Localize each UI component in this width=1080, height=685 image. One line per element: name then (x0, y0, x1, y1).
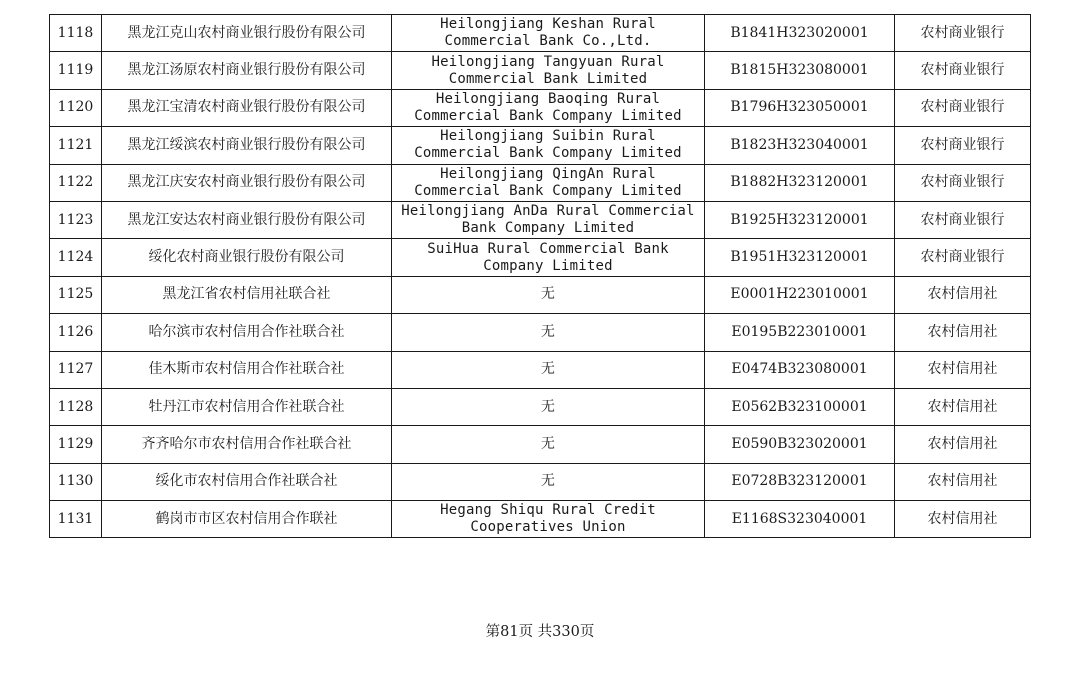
institution-code: E0728B323120001 (705, 463, 895, 500)
institution-code: B1815H323080001 (705, 52, 895, 89)
table-body (50, 15, 1031, 538)
table-row (50, 463, 1031, 500)
table-row (50, 89, 1031, 126)
chinese-name: 黑龙江庆安农村商业银行股份有限公司 (102, 164, 392, 201)
chinese-name: 黑龙江安达农村商业银行股份有限公司 (102, 201, 392, 238)
institution-code: E0195B223010001 (705, 314, 895, 351)
chinese-name: 哈尔滨市农村信用合作社联合社 (102, 314, 392, 351)
row-number: 1124 (50, 239, 102, 276)
table-row (50, 426, 1031, 463)
chinese-name: 牡丹江市农村信用合作社联合社 (102, 388, 392, 425)
institution-code: E0001H223010001 (705, 276, 895, 313)
row-number: 1125 (50, 276, 102, 313)
page-footer: 第81页 共330页 (485, 624, 595, 640)
english-name: 无 (392, 426, 705, 463)
chinese-name: 齐齐哈尔市农村信用合作社联合社 (102, 426, 392, 463)
table-row (50, 388, 1031, 425)
table-row (50, 351, 1031, 388)
row-number: 1127 (50, 351, 102, 388)
institution-code: E0474B323080001 (705, 351, 895, 388)
chinese-name: 黑龙江绥滨农村商业银行股份有限公司 (102, 127, 392, 164)
table-row (50, 15, 1031, 52)
institution-type: 农村商业银行 (895, 201, 1031, 238)
english-name: Heilongjiang Keshan Rural Commercial Bank Co.,Ltd. (392, 15, 705, 52)
chinese-name: 鹤岗市市区农村信用合作联社 (102, 501, 392, 538)
institution-code: B1823H323040001 (705, 127, 895, 164)
row-number: 1118 (50, 15, 102, 52)
institution-type: 农村信用社 (895, 463, 1031, 500)
english-name: Heilongjiang AnDa Rural Commercial Bank Company Limited (392, 201, 705, 238)
english-name: Heilongjiang QingAn Rural Commercial Bank Company Limited (392, 164, 705, 201)
institution-type: 农村信用社 (895, 388, 1031, 425)
row-number: 1121 (50, 127, 102, 164)
row-number: 1129 (50, 426, 102, 463)
chinese-name: 绥化农村商业银行股份有限公司 (102, 239, 392, 276)
row-number: 1119 (50, 52, 102, 89)
institution-code: E1168S323040001 (705, 501, 895, 538)
english-name: Hegang Shiqu Rural Credit Cooperatives Union (392, 501, 705, 538)
row-number: 1122 (50, 164, 102, 201)
institution-type: 农村信用社 (895, 501, 1031, 538)
institution-type: 农村信用社 (895, 314, 1031, 351)
english-name: Heilongjiang Suibin Rural Commercial Bank Company Limited (392, 127, 705, 164)
table-row (50, 239, 1031, 276)
table-row (50, 314, 1031, 351)
table-row (50, 201, 1031, 238)
row-number: 1126 (50, 314, 102, 351)
chinese-name: 佳木斯市农村信用合作社联合社 (102, 351, 392, 388)
row-number: 1131 (50, 501, 102, 538)
institution-code: E0590B323020001 (705, 426, 895, 463)
institution-type: 农村信用社 (895, 426, 1031, 463)
english-name: 无 (392, 388, 705, 425)
chinese-name: 黑龙江宝清农村商业银行股份有限公司 (102, 89, 392, 126)
english-name: SuiHua Rural Commercial Bank Company Limited (392, 239, 705, 276)
english-name: 无 (392, 351, 705, 388)
row-number: 1128 (50, 388, 102, 425)
row-number: 1123 (50, 201, 102, 238)
institution-code: E0562B323100001 (705, 388, 895, 425)
table-row (50, 276, 1031, 313)
institution-type: 农村商业银行 (895, 15, 1031, 52)
institution-type: 农村信用社 (895, 351, 1031, 388)
institution-type: 农村信用社 (895, 276, 1031, 313)
institution-table (49, 14, 1031, 538)
table-row (50, 164, 1031, 201)
chinese-name: 黑龙江省农村信用社联合社 (102, 276, 392, 313)
institution-type: 农村商业银行 (895, 239, 1031, 276)
chinese-name: 绥化市农村信用合作社联合社 (102, 463, 392, 500)
english-name: 无 (392, 276, 705, 313)
table-row (50, 52, 1031, 89)
institution-type: 农村商业银行 (895, 52, 1031, 89)
institution-code: B1841H323020001 (705, 15, 895, 52)
row-number: 1120 (50, 89, 102, 126)
table-row (50, 127, 1031, 164)
english-name: Heilongjiang Baoqing Rural Commercial Bank Company Limited (392, 89, 705, 126)
table-row (50, 501, 1031, 538)
institution-code: B1925H323120001 (705, 201, 895, 238)
institution-code: B1951H323120001 (705, 239, 895, 276)
institution-type: 农村商业银行 (895, 164, 1031, 201)
chinese-name: 黑龙江克山农村商业银行股份有限公司 (102, 15, 392, 52)
institution-code: B1796H323050001 (705, 89, 895, 126)
institution-code: B1882H323120001 (705, 164, 895, 201)
english-name: 无 (392, 314, 705, 351)
row-number: 1130 (50, 463, 102, 500)
english-name: Heilongjiang Tangyuan Rural Commercial Bank Limited (392, 52, 705, 89)
chinese-name: 黑龙江汤原农村商业银行股份有限公司 (102, 52, 392, 89)
institution-type: 农村商业银行 (895, 127, 1031, 164)
institution-type: 农村商业银行 (895, 89, 1031, 126)
english-name: 无 (392, 463, 705, 500)
